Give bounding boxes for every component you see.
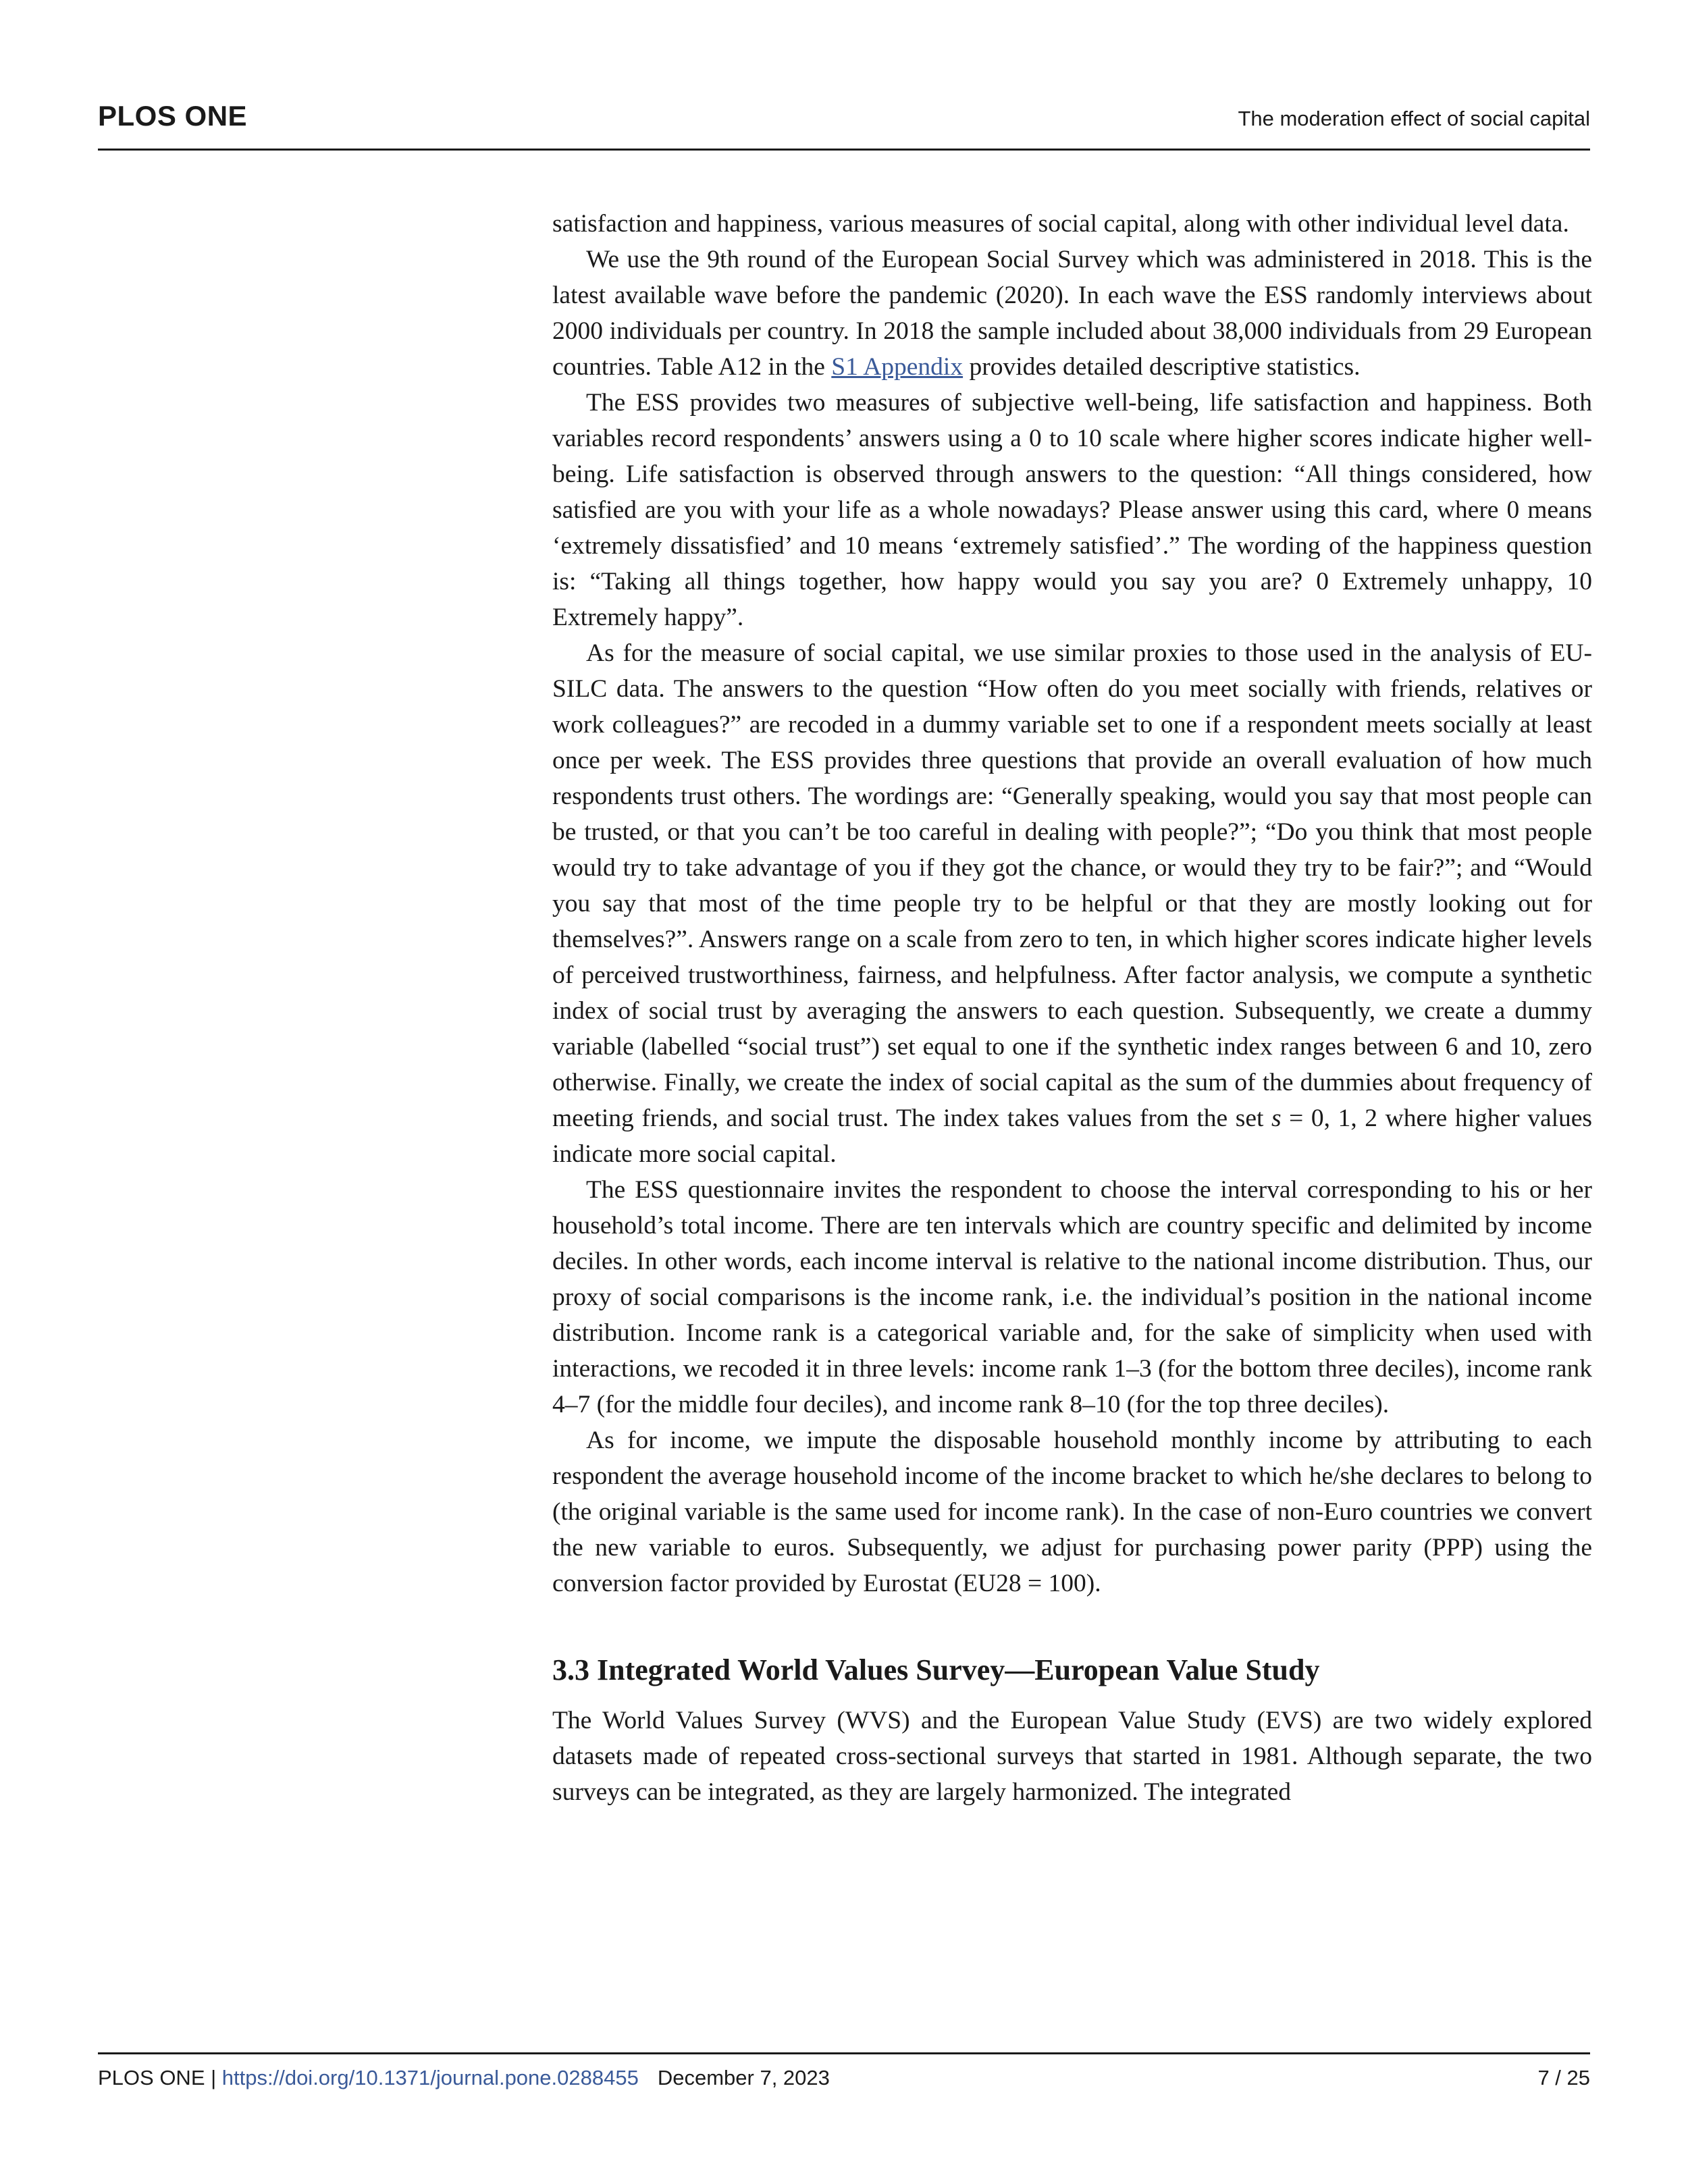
s1-appendix-link[interactable]: S1 Appendix — [831, 353, 964, 381]
page-number: 7 / 25 — [1537, 2066, 1590, 2089]
header-rule — [98, 149, 1590, 151]
paragraph-income-rank: The ESS questionnaire invites the respondent to choose the interval corresponding to his or her household’s total income. There are ten intervals which are country specific and delimited by income deciles. In other words, each income interval is relative to the national income distribution. Thus, our proxy of social comparisons is the income rank, i.e. the individual’s position in the national income distribution. Income rank is a categorical variable and, for the sake of simplicity when used with interactions, we recoded it in three levels: income rank 1–3 (for the bottom three deciles), income rank 4–7 (for the middle four deciles), and income rank 8–10 (for the top three deciles). — [552, 1176, 1592, 1418]
variable-s: s — [1271, 1104, 1282, 1132]
article-body — [552, 206, 1592, 1810]
paragraph-wellbeing-measures: The ESS provides two measures of subjective well-being, life satisfaction and happiness. Both variables record respondents’ answers using a 0 to 10 scale where higher scores indicate higher well-being. Life satisfaction is observed through answers to the question: “All things considered, how satisfied are you with your life as a whole nowadays? Please answer using this card, where 0 means ‘extremely dissatisfied’ and 10 means ‘extremely satisfied’.” The wording of the happiness question is: “Taking all things together, how happy would you say you are? 0 Extremely unhappy, 10 Extremely happy”. — [552, 389, 1592, 631]
footer-citation — [98, 2066, 830, 2090]
paragraph-ess-round — [552, 242, 1592, 385]
footer-journal: PLOS ONE | — [98, 2066, 222, 2089]
paragraph-text-end: provides detailed descriptive statistics. — [963, 353, 1361, 381]
paragraph-social-capital — [552, 635, 1592, 1172]
doi-link[interactable]: https://doi.org/10.1371/journal.pone.0288455 — [221, 2066, 639, 2089]
running-title: The moderation effect of social capital — [1238, 107, 1590, 130]
paragraph-continued: satisfaction and happiness, various measures of social capital, along with other individual level data. — [552, 210, 1569, 238]
paragraph-wvs-evs: The World Values Survey (WVS) and the European Value Study (EVS) are two widely explored datasets made of repeated cross-sectional surveys that started in 1981. Although separate, the two surveys can be integrated, as they are largely harmonized. The integrated — [552, 1707, 1592, 1806]
paragraph-text: As for the measure of social capital, we use similar proxies to those used in the analysis of EU-SILC data. The answers to the question “How often do you meet socially with friends, relatives or work colleagues?” are recoded in a dummy variable set to one if a respondent meets socially at least once per week. The ESS provides three questions that provide an overall evaluation of how much respondents trust others. The wordings are: “Generally speaking, would you say that most people can be trusted, or that you can’t be too careful in dealing with people?”; “Do you think that most people would try to take advantage of you if they got the chance, or would they try to be fair?”; and “Would you say that most of the time people try to be helpful or that they are mostly looking out for themselves?”. Answers range on a scale from zero to ten, in which higher scores indicate higher levels of perceived trustworthiness, fairness, and helpfulness. After factor analysis, we compute a synthetic index of social trust by averaging the answers to each question. Subsequently, we create a dummy variable (labelled “social trust”) set equal to one if the synthetic index ranges between 6 and 10, zero otherwise. Finally, we create the index of social capital as the sum of the dummies about frequency of meeting friends, and social trust. The index takes values from the set — [552, 639, 1592, 1132]
section-heading: 3.3 Integrated World Values Survey—European Value Study — [552, 1653, 1320, 1686]
journal-name: PLOS ONE — [98, 100, 248, 132]
publication-date: December 7, 2023 — [657, 2066, 830, 2089]
paragraph-text: We use the 9th round of the European Social Survey which was administered in 2018. This is the latest available wave before the pandemic (2020). In each wave the ESS randomly interviews about 2000 individuals per country. In 2018 the sample included about 38,000 individuals from 29 European countries. Table A12 in the — [552, 246, 1592, 381]
footer-rule — [98, 2052, 1590, 2054]
paragraph-text-end: = 0, 1, 2 where higher values indicate more social capital. — [552, 1104, 1592, 1168]
paragraph-income: As for income, we impute the disposable household monthly income by attributing to each respondent the average household income of the income bracket to which he/she declares to belong to (the original variable is the same used for income rank). In the case of non-Euro countries we convert the new variable to euros. Subsequently, we adjust for purchasing power parity (PPP) using the conversion factor provided by Eurostat (EU28 = 100). — [552, 1427, 1592, 1597]
